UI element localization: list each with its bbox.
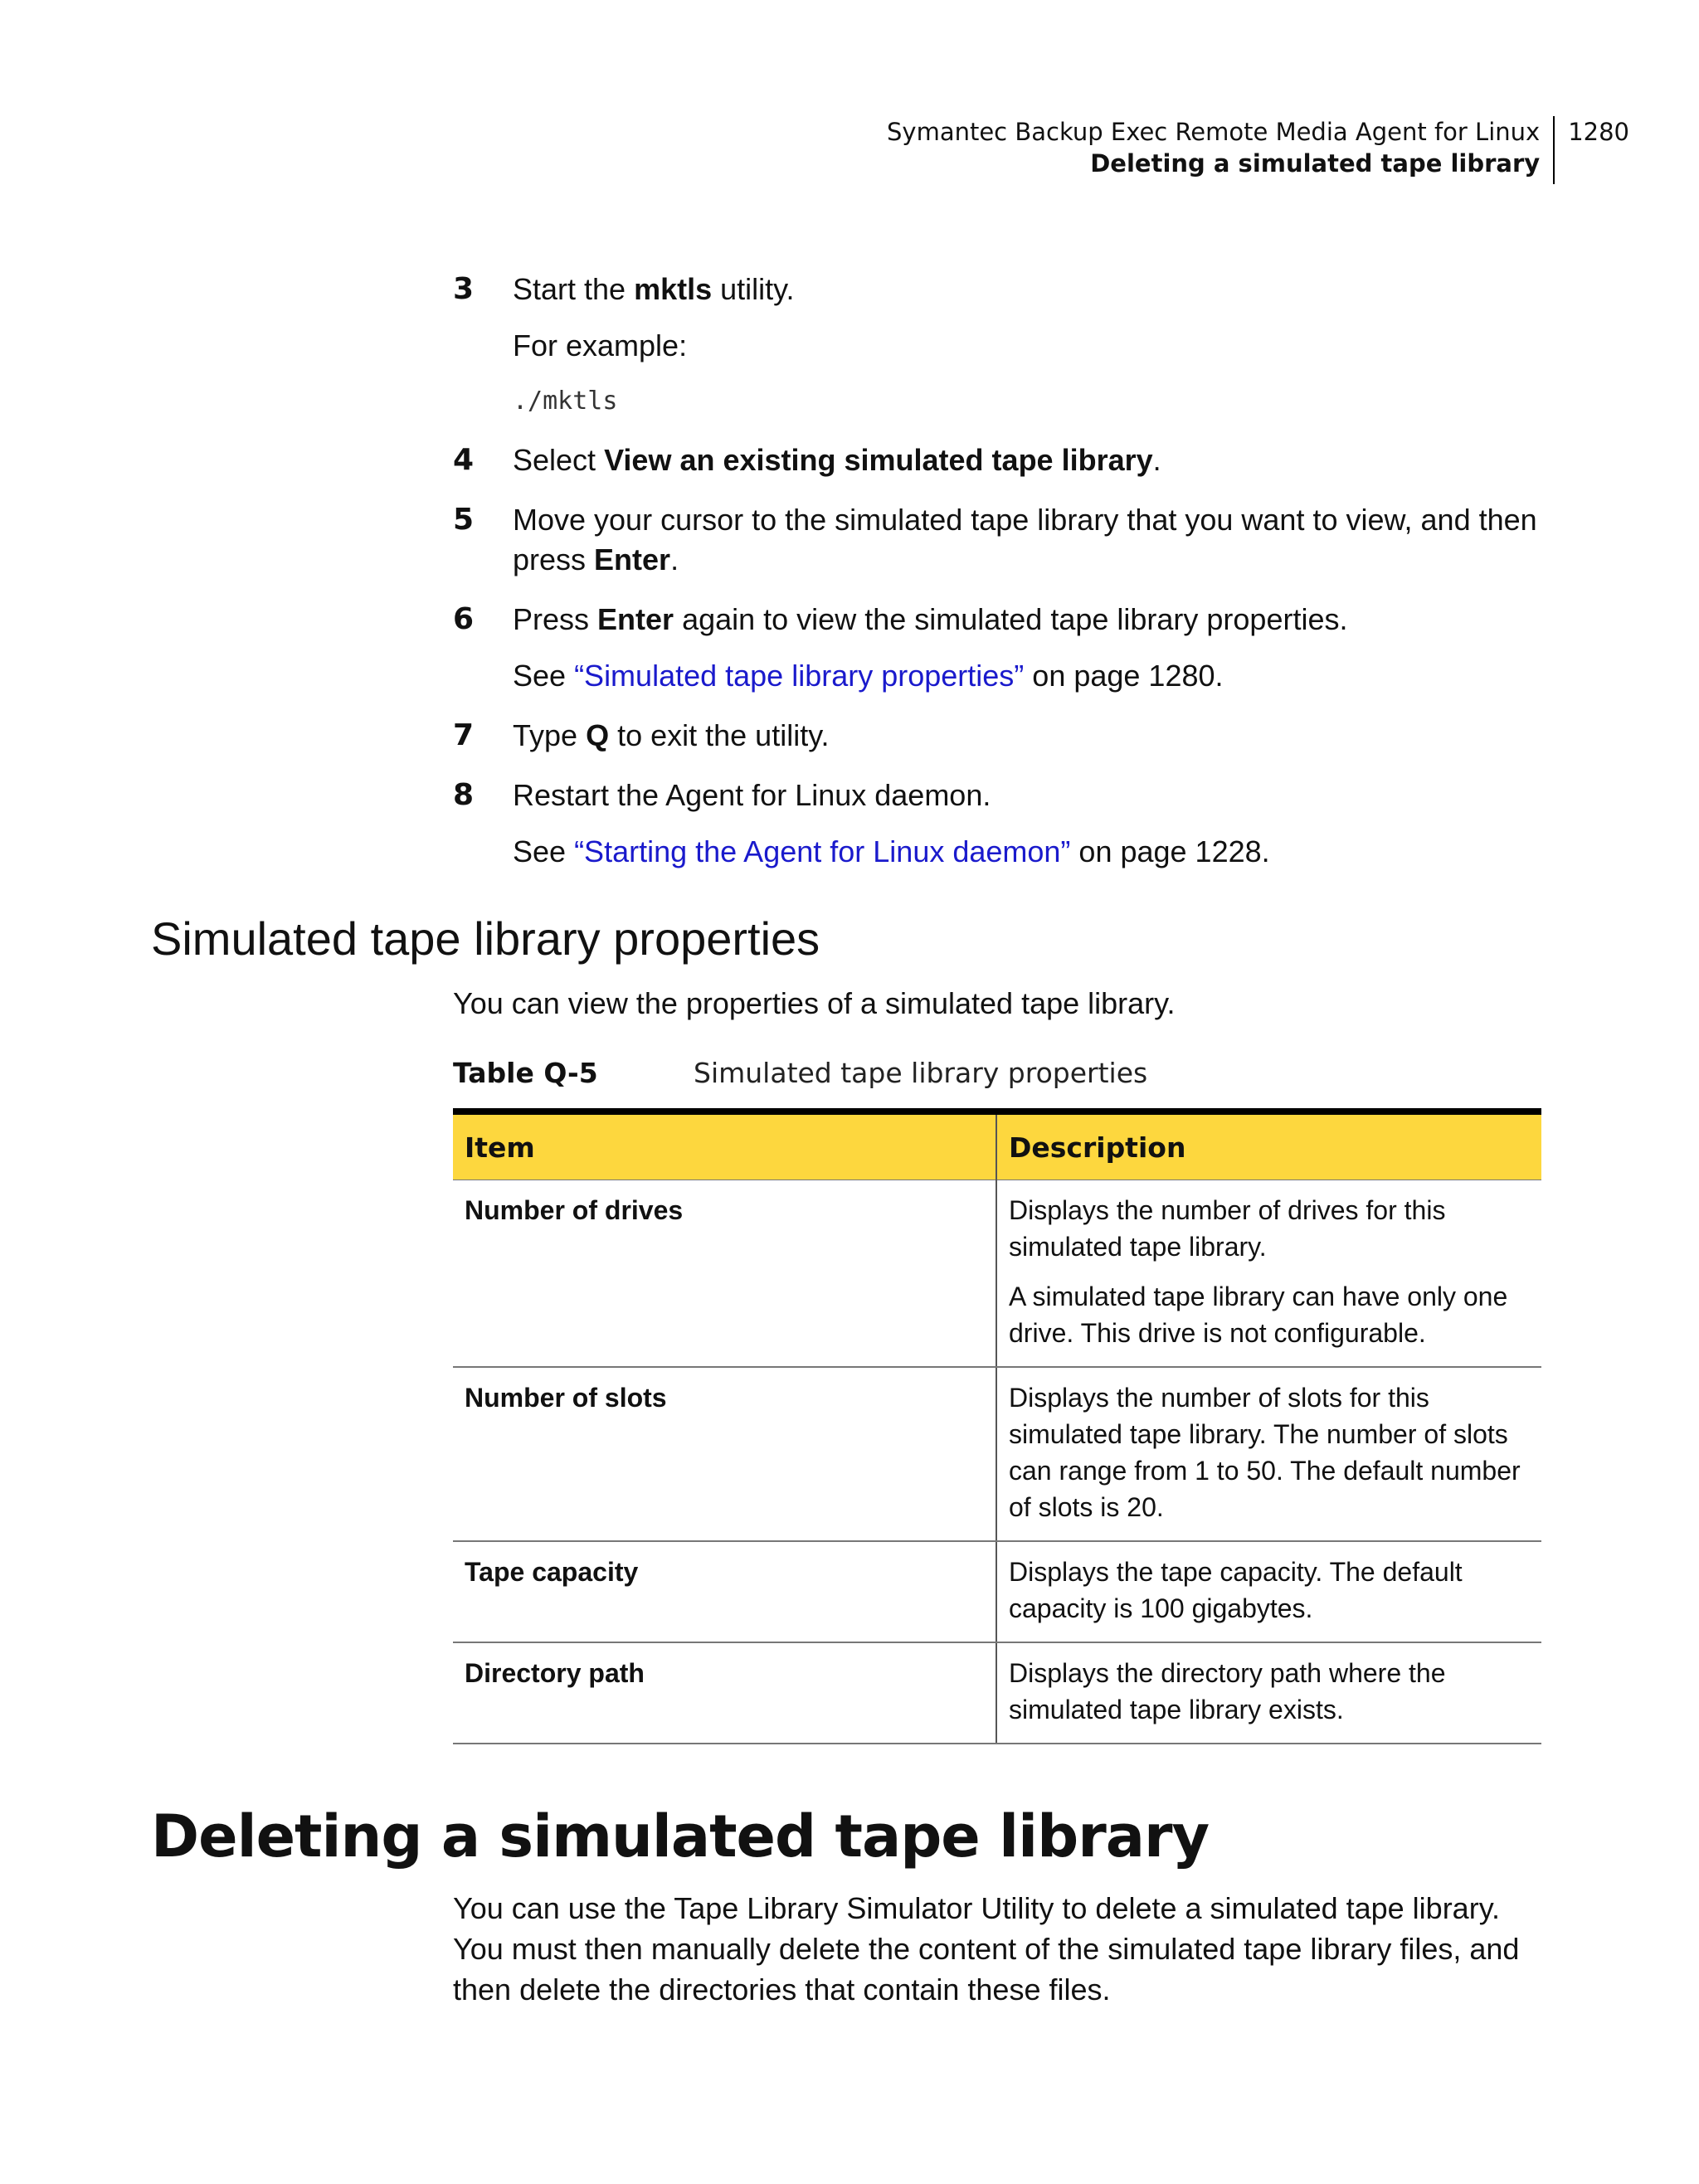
step-text: Move your cursor to the simulated tape library that you want to view, and then press Enter.: [513, 503, 1537, 576]
step-text: Start the mktls utility.: [513, 272, 795, 306]
cross-reference: See “Starting the Agent for Linux daemon” on page 1228.: [513, 834, 1270, 868]
step-5: [453, 500, 1548, 580]
table-title: Simulated tape library properties: [694, 1057, 1148, 1089]
description-paragraph: Displays the directory path where the simulated tape library exists.: [1009, 1658, 1446, 1724]
step-number: 3: [453, 272, 475, 306]
description-paragraph: Displays the tape capacity. The default capacity is 100 gigabytes.: [1009, 1557, 1463, 1623]
table-caption: [453, 1055, 1147, 1092]
item-cell: Tape capacity: [453, 1541, 996, 1642]
properties-table: [453, 1108, 1541, 1744]
procedure-steps: [453, 270, 1548, 892]
table-row: [453, 1541, 1541, 1642]
table-row: [453, 1367, 1541, 1541]
item-cell: Number of drives: [453, 1180, 996, 1368]
column-header-description: Description: [996, 1111, 1541, 1180]
column-header-item: Item: [453, 1111, 996, 1180]
code-example: ./mktls: [513, 387, 618, 416]
step-number: 6: [453, 602, 475, 636]
table-label: Table Q-5: [453, 1057, 598, 1089]
section-intro-delete: You can use the Tape Library Simulator Utility to delete a simulated tape library. You must then manually delete the content of the simulated tape library files, and then delete the directories that contain these files.: [453, 1891, 1520, 2006]
step-text: Select View an existing simulated tape library.: [513, 443, 1161, 477]
description-paragraph: Displays the number of slots for this simulated tape library. The number of slots can range from 1 to 50. The default number of slots is 20.: [1009, 1383, 1521, 1522]
table-row: [453, 1180, 1541, 1368]
step-3: [453, 270, 1548, 421]
description-cell: [996, 1642, 1541, 1744]
cross-reference-link[interactable]: “Simulated tape library properties”: [574, 659, 1025, 693]
item-cell: Directory path: [453, 1642, 996, 1744]
description-cell: [996, 1541, 1541, 1642]
running-header: [887, 116, 1629, 184]
step-6: [453, 600, 1548, 696]
section-heading-properties: Simulated tape library properties: [151, 912, 820, 965]
step-number: 4: [453, 443, 475, 477]
cross-reference-link[interactable]: “Starting the Agent for Linux daemon”: [574, 834, 1071, 868]
step-text: Type Q to exit the utility.: [513, 718, 830, 752]
header-chapter-title: Symantec Backup Exec Remote Media Agent for Linux: [887, 118, 1541, 146]
item-cell: Number of slots: [453, 1367, 996, 1541]
header-section-title: Deleting a simulated tape library: [1090, 149, 1541, 178]
table-row: [453, 1642, 1541, 1744]
step-number: 7: [453, 718, 475, 752]
page-number: 1280: [1568, 118, 1629, 146]
section-heading-delete: Deleting a simulated tape library: [151, 1802, 1210, 1870]
description-paragraph: A simulated tape library can have only one drive. This drive is not configurable.: [1009, 1282, 1508, 1348]
step-text: Press Enter again to view the simulated tape library properties.: [513, 602, 1348, 636]
step-number: 5: [453, 503, 475, 537]
description-paragraph: Displays the number of drives for this simulated tape library.: [1009, 1195, 1446, 1262]
step-4: [453, 440, 1548, 480]
step-8: [453, 776, 1548, 872]
table-header-row: [453, 1111, 1541, 1180]
example-label: For example:: [513, 328, 688, 362]
step-7: [453, 716, 1548, 756]
header-text: [887, 116, 1555, 184]
step-text: Restart the Agent for Linux daemon.: [513, 778, 991, 812]
description-cell: [996, 1180, 1541, 1368]
cross-reference: See “Simulated tape library properties” on page 1280.: [513, 659, 1224, 693]
step-number: 8: [453, 778, 475, 812]
description-cell: [996, 1367, 1541, 1541]
section-intro-properties: You can view the properties of a simulated tape library.: [453, 986, 1176, 1020]
